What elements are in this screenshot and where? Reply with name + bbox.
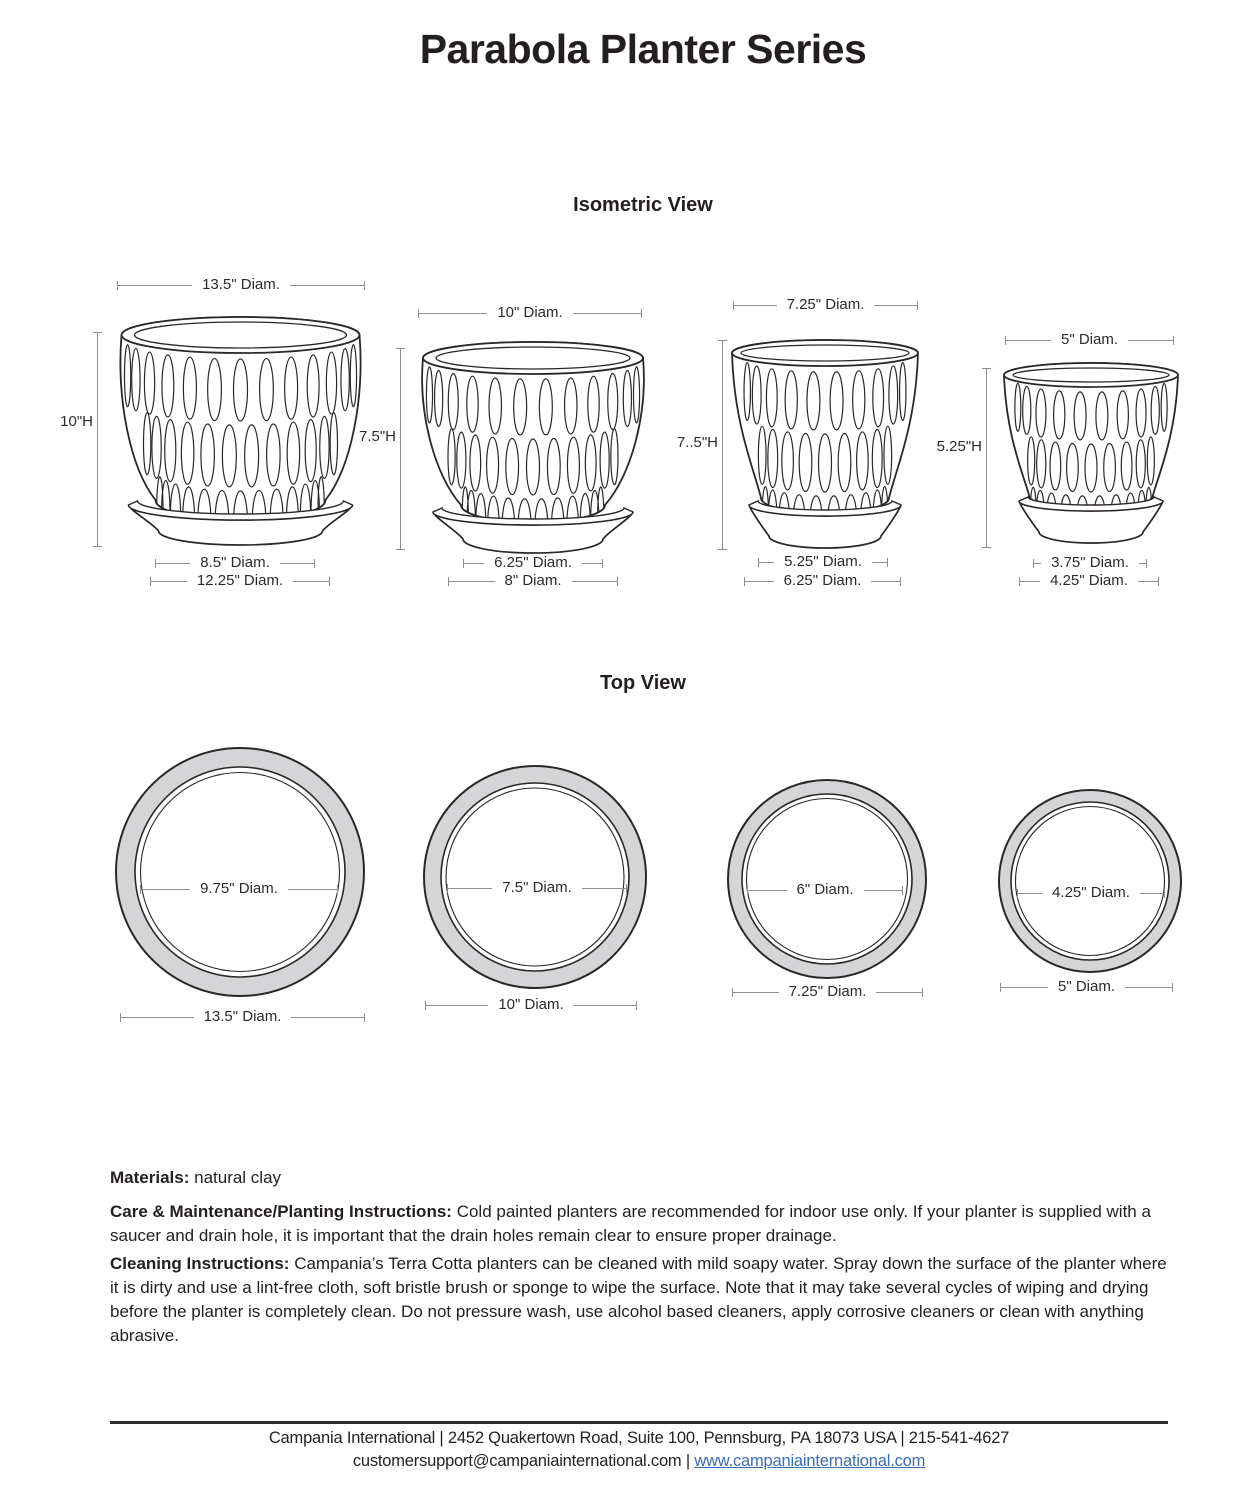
materials-line (110, 1166, 1168, 1190)
planter3-height-dimension (718, 340, 727, 550)
page-title: Parabola Planter Series (419, 26, 867, 72)
planter4-height-dimension (982, 368, 991, 548)
planter4-height-label: 5.25"H (936, 438, 982, 455)
planter1-height-dimension (93, 332, 102, 547)
cleaning-instructions-paragraph (110, 1252, 1168, 1348)
topview1-ring-drawing (113, 745, 367, 999)
planter2-drawing (420, 330, 646, 560)
topview2-outer-diameter-label: 10" Diam. (498, 996, 564, 1013)
footer-email: customersupport@campaniainternational.com (352, 1452, 682, 1470)
care-instructions-text: Cold painted planters are recommended for indoor use only. If your planter is supplied with a saucer and drain hole, it is important that the drain holes remain clear to ensure proper drainage. (110, 1202, 1151, 1245)
planter3-saucer-diameter-label: 6.25" Diam. (783, 572, 862, 589)
cleaning-instructions-label: Cleaning Instructions: (110, 1254, 290, 1273)
planter4-drawing (998, 356, 1184, 554)
topview1-outer-diameter-label: 13.5" Diam. (203, 1008, 282, 1025)
topview3-ring-drawing (725, 777, 929, 981)
planter2-height-label: 7.5"H (358, 428, 396, 445)
materials-label: Materials: (110, 1168, 190, 1187)
planter1-saucer-diameter-label: 12.25" Diam. (196, 572, 284, 589)
planter4-pot-diameter-dimension (1033, 556, 1147, 570)
topview4-inner-diameter-dimension (1017, 886, 1165, 900)
topview2-outer-diameter-dimension (425, 998, 637, 1012)
planter4-pot-diameter-label: 3.75" Diam. (1051, 554, 1129, 571)
planter2-saucer-diameter-dimension (448, 574, 618, 588)
planter3-drawing (727, 332, 923, 556)
planter1-pot-diameter-label: 8.5" Diam. (200, 554, 270, 571)
planter4-top-diameter-label: 5" Diam. (1061, 331, 1119, 348)
topview2-inner-diameter-label: 7.5" Diam. (502, 879, 572, 896)
care-instructions-paragraph (110, 1200, 1168, 1248)
planter2-pot-diameter-label: 6.25" Diam. (494, 554, 572, 571)
topview3-inner-diameter-dimension (747, 883, 903, 897)
planter2-pot-diameter-dimension (463, 556, 603, 570)
isometric-view-heading: Isometric View (573, 194, 713, 216)
planter3-pot-diameter-dimension (758, 555, 888, 569)
planter2-height-dimension (396, 348, 405, 550)
topview2-inner-diameter-dimension (447, 881, 627, 895)
footer-divider (110, 1421, 1168, 1424)
planter1-top-diameter-dimension (117, 278, 365, 292)
topview1-inner-diameter-label: 9.75" Diam. (200, 880, 278, 897)
topview3-outer-diameter-label: 7.25" Diam. (788, 983, 867, 1000)
footer-separator: | (685, 1452, 690, 1470)
planter3-top-diameter-dimension (733, 298, 918, 312)
cleaning-instructions-text: Campania’s Terra Cotta planters can be cleaned with mild soapy water. Spray down the surface of the planter where it is dirty and use a lint-free cloth, soft bristle brush or sponge to wipe the surface. Note that it may take several cycles of wiping and drying before the planter is completely clean. Do not pressure wash, use alcohol based cleaners, apply corrosive cleaners or clean with anything abrasive. (110, 1254, 1167, 1345)
planter2-saucer-diameter-label: 8" Diam. (504, 572, 562, 589)
topview4-ring-drawing (996, 787, 1184, 975)
topview3-outer-diameter-dimension (732, 985, 923, 999)
planter2-top-diameter-label: 10" Diam. (497, 304, 563, 321)
planter1-saucer-diameter-dimension (150, 574, 330, 588)
planter4-saucer-diameter-label: 4.25" Diam. (1050, 572, 1128, 589)
planter2-top-diameter-dimension (418, 306, 642, 320)
planter4-saucer-diameter-dimension (1019, 574, 1159, 588)
topview4-outer-diameter-dimension (1000, 980, 1173, 994)
planter3-top-diameter-label: 7.25" Diam. (786, 296, 865, 313)
care-instructions-label: Care & Maintenance/Planting Instructions: (110, 1202, 452, 1221)
top-view-heading: Top View (600, 672, 686, 694)
footer-contact-line (110, 1452, 1168, 1471)
planter1-height-label: 10"H (60, 413, 93, 430)
topview4-outer-diameter-label: 5" Diam. (1058, 978, 1116, 995)
planter1-pot-diameter-dimension (155, 556, 315, 570)
topview3-inner-diameter-label: 6" Diam. (796, 881, 854, 898)
topview1-inner-diameter-dimension (140, 882, 338, 896)
footer-website-link[interactable]: www.campaniainternational.com (694, 1452, 926, 1470)
planter3-saucer-diameter-dimension (744, 574, 901, 588)
materials-value: natural clay (194, 1168, 282, 1187)
footer-address-line: Campania International | 2452 Quakertown Road, Suite 100, Pennsburg, PA 18073 USA | 215-541-4627 (268, 1429, 1010, 1447)
topview1-outer-diameter-dimension (120, 1010, 365, 1024)
planter1-top-diameter-label: 13.5" Diam. (202, 276, 280, 293)
planter4-top-diameter-dimension (1005, 333, 1174, 347)
topview2-ring-drawing (421, 763, 649, 991)
planter3-pot-diameter-label: 5.25" Diam. (784, 553, 862, 570)
topview4-inner-diameter-label: 4.25" Diam. (1052, 884, 1130, 901)
planter3-height-label: 7..5"H (676, 434, 718, 451)
